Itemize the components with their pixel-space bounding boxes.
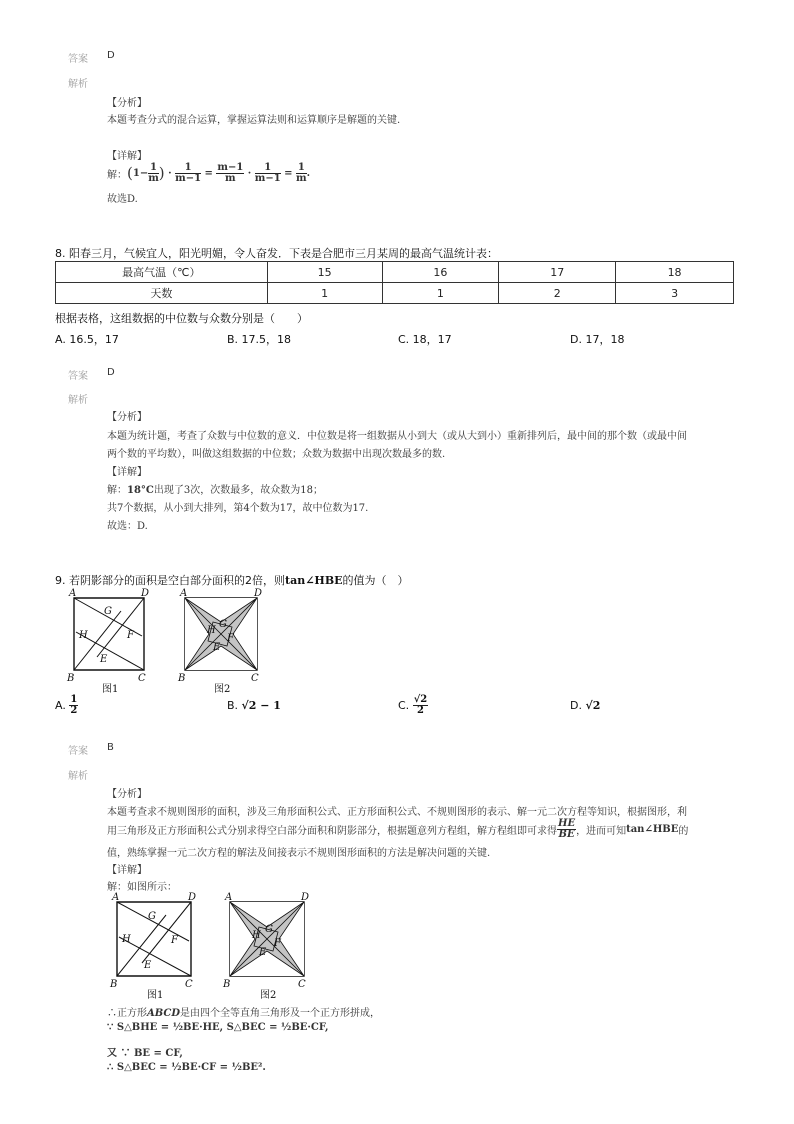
xiangjie-heading: 【详解】 <box>107 865 147 876</box>
conclusion: 故选D. <box>107 194 138 205</box>
table-cell: 2 <box>499 283 616 304</box>
point-label-c: C <box>185 979 193 990</box>
answer-value: B <box>107 742 114 753</box>
fenxi-heading: 【分析】 <box>107 412 147 423</box>
point-label-a: A <box>225 892 233 903</box>
solve-prefix: 解： <box>107 485 127 496</box>
table-cell: 18 <box>616 262 734 283</box>
point-label-h: H <box>122 934 131 945</box>
point-label-h: H <box>252 930 261 941</box>
point-label-e: E <box>100 654 108 665</box>
fraction-numerator: √2 <box>413 694 428 705</box>
point-label-f: F <box>227 633 234 644</box>
solution-step: ∵ S△BHE = ½BE·HE, S△BEC = ½BE·CF, <box>107 1022 329 1033</box>
solution-step <box>107 1004 380 1019</box>
point-label-g: G <box>265 924 273 935</box>
fenxi-text: 本题考查分式的混合运算，掌握运算法则和运算顺序是解题的关键. <box>107 115 401 126</box>
temperature-table <box>55 261 734 304</box>
option-math: √2 − 1 <box>241 699 281 712</box>
option-label: D. <box>570 699 582 712</box>
table-cell: 3 <box>616 283 734 304</box>
solution-line: 共7个数据，从小到大排列，第4个数为17，故中位数为17. <box>107 503 369 514</box>
point-label-g: G <box>104 606 112 617</box>
point-label-c: C <box>138 673 146 684</box>
fraction-numerator: 1 <box>70 694 78 705</box>
fenxi-text: 的 <box>678 825 689 837</box>
point-label-b: B <box>67 673 75 684</box>
option-a: A. 16.5，17 <box>55 333 119 346</box>
point-label-e: E <box>144 960 152 971</box>
point-label-c: C <box>298 979 306 990</box>
table-cell: 1 <box>382 283 499 304</box>
option-label: C. <box>398 699 410 712</box>
point-label-d: D <box>254 588 263 599</box>
solve-prefix: 解：如图所示： <box>107 882 177 893</box>
option-a <box>55 695 78 716</box>
option-c: C. 18，17 <box>398 333 452 346</box>
solve-prefix: 解： <box>107 169 127 181</box>
solution-figure-1 <box>107 890 202 1002</box>
point-label-g: G <box>219 619 227 630</box>
figure-1-caption: 图1 <box>147 990 164 1001</box>
analysis-label: 解析 <box>68 79 88 90</box>
option-label: A. <box>55 699 66 712</box>
fenxi-heading: 【分析】 <box>107 789 147 800</box>
table-cell: 1 <box>267 283 382 304</box>
question-math: tan∠HBE <box>285 574 343 587</box>
fenxi-line <box>107 818 688 840</box>
fenxi-line: 值，熟练掌握一元二次方程的解法及间接表示不规则图形面积的方法是解决问题的关键. <box>107 848 491 859</box>
option-b <box>227 699 281 712</box>
option-d: D. 17，18 <box>570 333 625 346</box>
point-label-e: E <box>259 947 267 958</box>
figure-1-caption: 图1 <box>102 684 119 695</box>
step-text: ∴正方形 <box>107 1008 147 1019</box>
point-label-h: H <box>79 630 88 641</box>
xiangjie-heading: 【详解】 <box>107 151 147 162</box>
point-label-a: A <box>180 588 188 599</box>
point-label-f: F <box>171 935 178 946</box>
option-label: B. <box>227 699 239 712</box>
question-text: 的值为（ ） <box>342 574 409 587</box>
solution-line <box>107 481 323 496</box>
fraction-numerator: HE <box>558 817 576 829</box>
fenxi-text: 用三角形及正方形面积公式分别求得空白部分面积和阴影部分，根据题意列方程组，解方程组即可求得 <box>107 825 557 837</box>
point-label-c: C <box>251 673 259 684</box>
question-8: 8. 阳春三月，气候宜人，阳光明媚，令人奋发．下表是合肥市三月某周的最高气温统计表： <box>55 247 498 260</box>
fenxi-line: 两个数的平均数），叫做这组数据的中位数；众数为数据中出现次数最多的数. <box>107 449 446 460</box>
fraction-denominator: 2 <box>70 705 78 716</box>
fenxi-line: 本题为统计题，考查了众数与中位数的意义．中位数是将一组数据从小到大（或从大到小）重新排列后，最中间的那个数（或最中间 <box>107 431 687 442</box>
table-cell: 17 <box>499 262 616 283</box>
table-row <box>56 262 734 283</box>
fraction-denominator: BE <box>558 828 575 840</box>
point-label-d: D <box>141 588 150 599</box>
fenxi-heading: 【分析】 <box>107 98 147 109</box>
fenxi-math: tan∠HBE <box>626 823 679 835</box>
answer-label: 答案 <box>68 371 88 382</box>
solution-text: 出现了3次，次数最多，故众数为18； <box>153 485 323 496</box>
figure-2 <box>175 586 270 696</box>
temperature-math: 18°C <box>127 485 154 496</box>
point-label-f: F <box>127 630 134 641</box>
xiangjie-heading: 【详解】 <box>107 467 147 478</box>
figure-2-caption: 图2 <box>214 684 231 695</box>
point-label-b: B <box>223 979 231 990</box>
answer-value: D <box>107 367 115 378</box>
point-label-a: A <box>112 892 120 903</box>
conclusion: 故选：D. <box>107 521 148 532</box>
point-label-b: B <box>178 673 186 684</box>
table-header-cell: 最高气温（℃） <box>56 262 268 283</box>
option-math: √2 <box>585 699 601 712</box>
point-label-e: E <box>213 642 221 653</box>
table-row <box>56 283 734 304</box>
point-label-h: H <box>207 625 216 636</box>
point-label-b: B <box>110 979 118 990</box>
option-c <box>398 695 428 716</box>
point-label-d: D <box>301 892 310 903</box>
option-b: B. 17.5，18 <box>227 333 292 346</box>
question-text: 9. 若阴影部分的面积是空白部分面积的2倍，则 <box>55 574 285 587</box>
solution-step: ∴ S△BEC = ½BE·CF = ½BE². <box>107 1062 266 1073</box>
fenxi-text: ，进而可知 <box>576 825 627 837</box>
point-label-a: A <box>69 588 77 599</box>
point-label-g: G <box>148 911 156 922</box>
solution-step: 又 ∵ BE = CF, <box>107 1048 183 1059</box>
fenxi-line: 本题考查求不规则图形的面积，涉及三角形面积公式、正方形面积公式、不规则图形的表示、解一元二次方程等知识，根据图形，利 <box>107 807 687 818</box>
table-cell: 15 <box>267 262 382 283</box>
step-text: 是由四个全等直角三角形及一个正方形拼成， <box>180 1008 381 1019</box>
table-header-cell: 天数 <box>56 283 268 304</box>
point-label-f: F <box>274 938 281 949</box>
solution-figure-2 <box>220 890 320 1002</box>
answer-label: 答案 <box>68 54 88 65</box>
question-8-prompt: 根据表格，这组数据的中位数与众数分别是（ ） <box>55 312 308 325</box>
analysis-label: 解析 <box>68 771 88 782</box>
table-cell: 16 <box>382 262 499 283</box>
q7-formula: 解： ( 1− $\frac{1}{m}$ ) · $\frac{1}{m-1}$ = $\frac{m-1}{m}$ · $\frac{1}{m-1}$ = $\frac{1}{m}$ . <box>107 161 311 184</box>
step-math: ABCD <box>147 1008 181 1019</box>
option-d <box>570 699 600 712</box>
point-label-d: D <box>188 892 197 903</box>
answer-value: D <box>107 50 115 61</box>
fraction-denominator: 2 <box>416 705 424 716</box>
answer-label: 答案 <box>68 746 88 757</box>
figure-1 <box>64 586 154 696</box>
figure-2-caption: 图2 <box>260 990 277 1001</box>
analysis-label: 解析 <box>68 395 88 406</box>
